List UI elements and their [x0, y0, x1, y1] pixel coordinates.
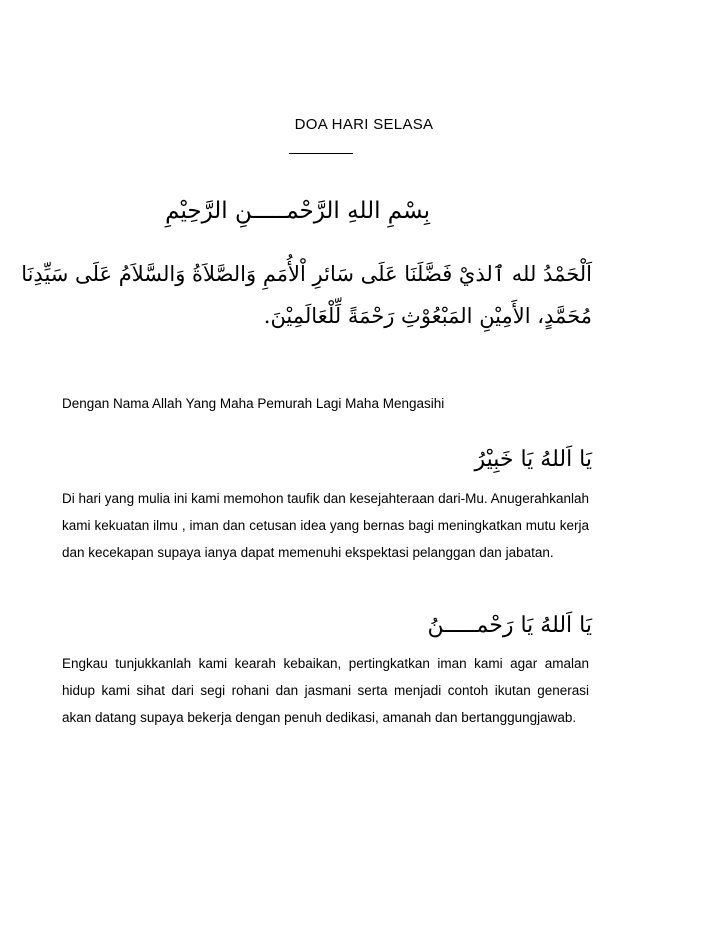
paragraph-2: Engkau tunjukkanlah kami kearah kebaikan, pertingkatkan iman kami agar amalan hidup kami sihat dari segi rohani dan jasmani serta menjadi contoh ikutan generasi akan datang supaya bekerja dengan penuh dedikasi, amanah dan bertanggungjawab.: [62, 656, 589, 725]
arabic-heading-1: يَا اَللهُ يَا خَبِيْرُ: [474, 447, 592, 472]
document-title: DOA HARI SELASA: [294, 116, 434, 133]
basmala-text: بِسْمِ اللهِ الرَّحْمـــــنِ الرَّحِيْمِ: [165, 198, 430, 224]
translation-subtitle: Dengan Nama Allah Yang Maha Pemurah Lagi Maha Mengasihi: [62, 396, 445, 411]
title-underline: [289, 153, 353, 154]
arabic-heading-2: يَا اَللهُ يَا رَحْمـــــنُ: [427, 613, 592, 638]
paragraph-1: Di hari yang mulia ini kami memohon taufik dan kesejahteraan dari-Mu. Anugerahkanlah kami kekuatan ilmu , iman dan cetusan idea yang bernas bagi meningkatkan mutu kerja dan kecekapan supaya ianya dapat memenuhi ekspektasi pelanggan dan jabatan.: [62, 491, 589, 560]
arabic-opening-line-1: اَلْحَمْدُ لله ٱلذيْ فَضَّلَنَا عَلَى سَائرِ اْلأُمَمِ وَالصَّلاَةُ وَالسَّلاَمُ عَلَى سَيِّدِنَا: [21, 262, 592, 286]
arabic-opening-line-2: مُحَمَّدٍ، الأَمِيْنِ المَبْعُوْثِ رَحْمَةً لِّلْعَالَمِيْنَ.: [263, 304, 592, 328]
